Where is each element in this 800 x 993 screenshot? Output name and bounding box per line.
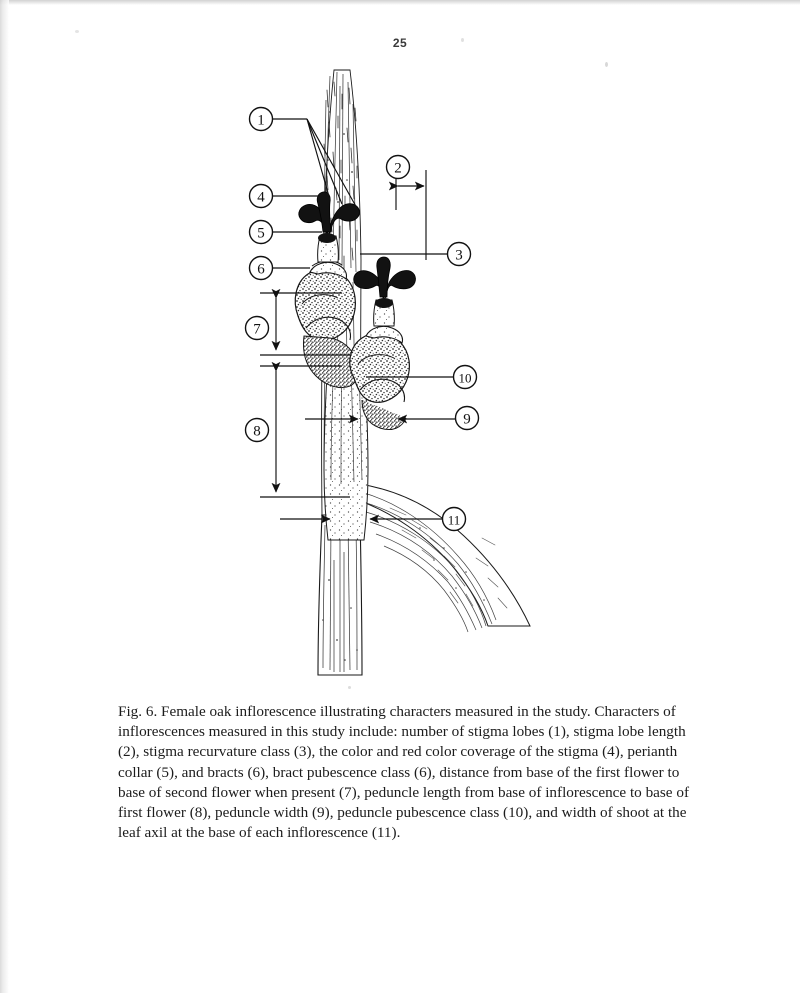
page-number: 25 xyxy=(392,36,408,50)
svg-text:11: 11 xyxy=(447,512,461,528)
svg-text:6: 6 xyxy=(257,261,265,278)
scan-edge-left xyxy=(0,0,9,993)
svg-text:2: 2 xyxy=(394,160,402,177)
leader-1-a xyxy=(307,119,330,200)
callout-badge-9 xyxy=(456,407,479,430)
callout-badge-1 xyxy=(250,108,273,131)
svg-text:8: 8 xyxy=(253,423,261,440)
svg-text:9: 9 xyxy=(463,411,471,428)
leaf-axil-branch xyxy=(358,484,530,632)
callout-badge-6 xyxy=(250,257,273,280)
scan-edge-top xyxy=(0,0,800,5)
scan-speck xyxy=(605,62,608,67)
callout-badge-3 xyxy=(448,243,471,266)
scan-speck xyxy=(75,30,79,33)
callout-badge-2 xyxy=(387,156,410,179)
svg-text:3: 3 xyxy=(455,247,463,264)
svg-text:7: 7 xyxy=(253,321,261,338)
svg-text:5: 5 xyxy=(257,225,265,242)
svg-text:4: 4 xyxy=(257,189,265,206)
scan-speck xyxy=(461,38,464,42)
callout-badge-7 xyxy=(246,317,269,340)
svg-text:1: 1 xyxy=(257,112,265,129)
callout-badge-5 xyxy=(250,221,273,244)
callout-badge-11 xyxy=(443,508,466,531)
callout-badge-8 xyxy=(246,419,269,442)
callout-badge-10 xyxy=(454,366,477,389)
svg-text:10: 10 xyxy=(458,370,472,386)
figure-caption: Fig. 6. Female oak inflorescence illustrating characters measured in the study. Characters of inflorescences measured in this study include: number of stigma lobes (1), stigma lobe length (2), stigma recurvature class (3), the color and red color coverage of the stigma (4), perianth collar (5), and bracts (6), bract pubescence class (6), distance from base of the first flower to base of second flower when present (7), peduncle length from base of inflorescence to base of first flower (8), peduncle width (9), peduncle pubescence class (10), and width of shoot at the leaf axil at the base of each inflorescence (11). xyxy=(118,703,689,842)
figure-female-oak-inflorescence xyxy=(230,60,550,690)
callout-badge-4 xyxy=(250,185,273,208)
